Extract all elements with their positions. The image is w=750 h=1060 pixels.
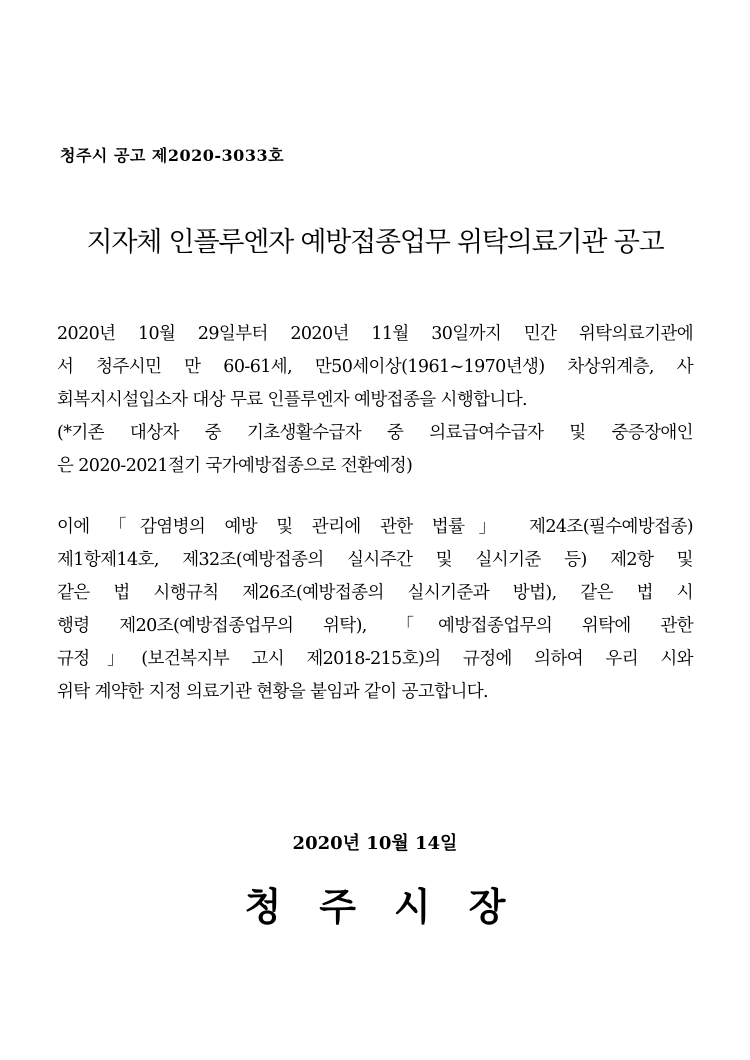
- paragraph-line: 2020년 10월 29일부터 2020년 11월 30일까지 민간 위탁의료기관에: [57, 324, 693, 344]
- paragraph-line: 같은 법 시행규칙 제26조(예방접종의 실시기준과 방법), 같은 법 시: [57, 583, 693, 603]
- paragraph-line: 행령 제20조(예방접종업무의 위탁), 「예방접종업무의 위탁에 관한: [57, 616, 693, 636]
- announcement-paragraph: [57, 318, 693, 483]
- paragraph-line: 제1항제14호, 제32조(예방접종의 실시주간 및 실시기준 등) 제2항 및: [57, 550, 693, 570]
- paragraph-line: 은 2020-2021절기 국가예방접종으로 전환예정): [57, 456, 413, 476]
- signer-name: 청주시장: [244, 884, 544, 929]
- paragraph-line: 위탁 계약한 지정 의료기관 현황을 붙임과 같이 공고합니다.: [57, 682, 489, 702]
- legal-basis-paragraph: [57, 511, 693, 709]
- paragraph-line: 이에 「감염병의 예방 및 관리에 관한 법률」 제24조(필수예방접종): [57, 517, 693, 537]
- notice-number: 청주시 공고 제2020-3033호: [60, 146, 285, 165]
- document-title: 지자체 인플루엔자 예방접종업무 위탁의료기관 공고: [86, 227, 664, 258]
- paragraph-line: 규정」(보건복지부 고시 제2018-215호)의 규정에 의하여 우리 시와: [57, 649, 693, 669]
- paragraph-line: (*기존 대상자 중 기초생활수급자 중 의료급여수급자 및 중증장애인: [57, 423, 693, 443]
- notice-date: 2020년 10월 14일: [292, 833, 458, 854]
- paragraph-line: 서 청주시민 만 60-61세, 만50세이상(1961~1970년생) 차상위계층, 사: [57, 357, 693, 377]
- paragraph-line: 회복지시설입소자 대상 무료 인플루엔자 예방접종을 시행합니다.: [57, 390, 528, 410]
